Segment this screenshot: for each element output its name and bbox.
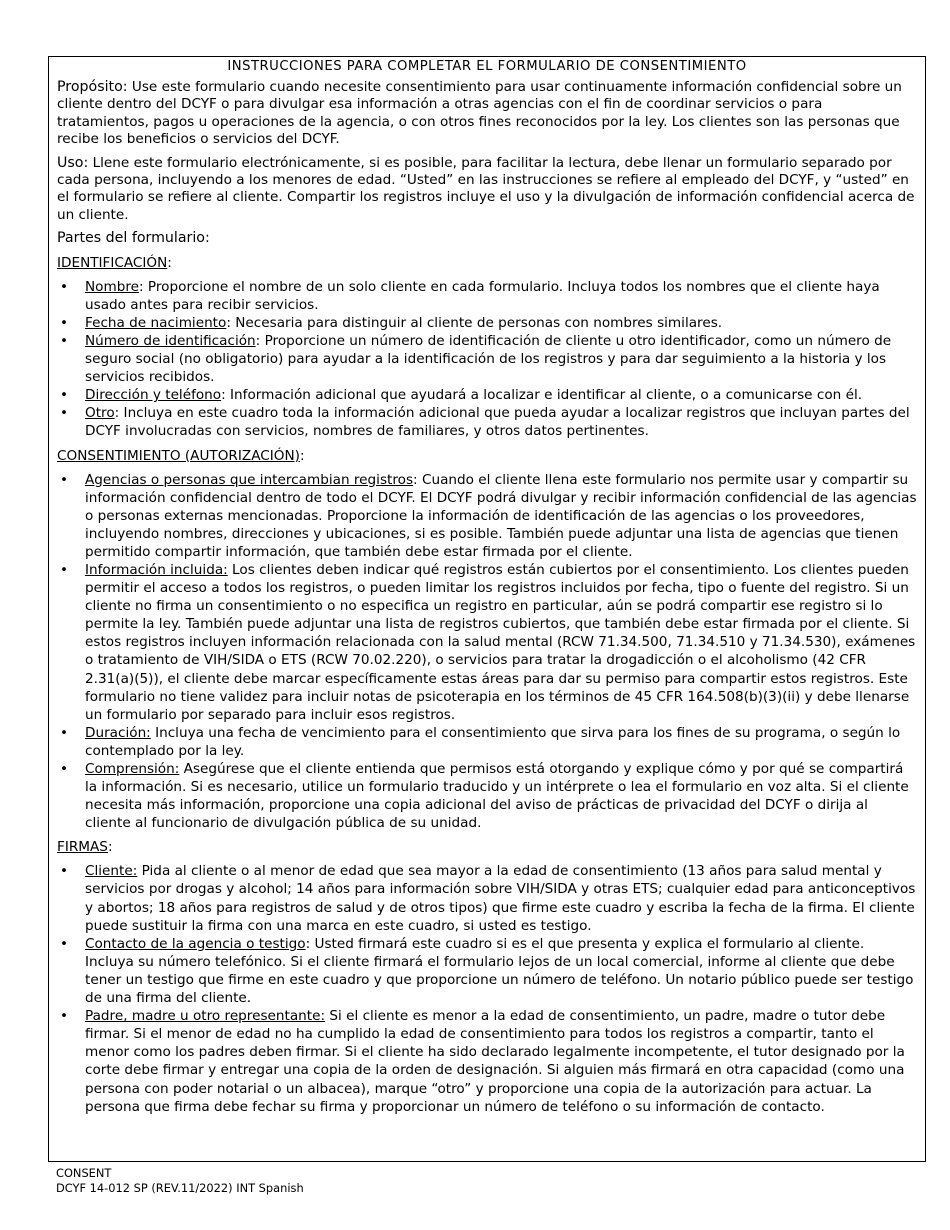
- use-text: Llene este formulario electrónicamente, si es posible, para facilitar la lectura, debe llenar un formulario separado por cada persona, incluyendo a los menores de edad. “Usted” en las instrucciones se refiere al empleado del DCYF, y “usted” en el formulario se refiere al cliente. Compartir los registros incluye el uso y la divulgación de información confidencial acerca de un cliente.: [57, 154, 915, 223]
- bullet-icon: •: [60, 405, 69, 422]
- use-label: Uso:: [57, 154, 89, 171]
- item-text: Usted firmará este cuadro si es el que presenta y explica el formulario al cliente. Incluya su número telefónico. Si el cliente firmará el formulario lejos de un local comercial, informe al cliente que debe tener un testigo que firme en este cuadro y que proporcione un número de teléfono. Un notario público puede ser testigo de una firma del cliente.: [85, 935, 914, 1007]
- item-sep: :: [226, 314, 231, 331]
- item-text: Si el cliente es menor a la edad de consentimiento, un padre, madre o tutor debe firmar. Si el menor de edad no ha cumplido la edad de consentimiento para todos los registros a compartir, tanto el menor como los padres deben firmar. Si el cliente ha sido declarado legalmente incompetente, el tutor designado por la corte debe firmar y entregar una copia de la orden de designación. Si alguien más firmará en otra capacidad (como una persona con poder notarial o un albacea), marque “otro” y proporcione una copia de la autorización para actuar. La persona que firma debe fechar su firma y proporcionar un número de teléfono o su información de contacto.: [85, 1008, 905, 1115]
- section-heading-identificacion: IDENTIFICACIÓN:: [57, 254, 172, 271]
- parts-label: Partes del formulario:: [57, 230, 210, 247]
- item-text: Cuando el cliente llena este formulario nos permite usar y compartir su información confidencial dentro de todo el DCYF. El DCYF podrá divulgar y recibir información confidencial de las agencias o personas externas mencionadas. Proporcione la información de identificación de las agencias o los proveedores, incluyendo nombres, direcciones y ubicaciones, si es posible. También puede adjuntar una lista de agencias que tienen permitido compartir información, que también debe estar firmada por el cliente.: [85, 471, 917, 560]
- bullet-icon: •: [60, 314, 69, 331]
- purpose-text: Use este formulario cuando necesite consentimiento para usar continuamente información confidencial sobre un cliente dentro del DCYF o para divulgar esa información a otras agencias con el fin de coordinar servicios o para tratamientos, pagos u operaciones de la agencia, o con otros fines reconocidos por la ley. Los clientes son las personas que recibe los beneficios o servicios del DCYF.: [57, 79, 902, 148]
- list-item: [57, 278, 917, 314]
- bullet-icon: •: [60, 561, 69, 578]
- item-text: Información adicional que ayudará a localizar e identificar al cliente, o a comunicarse con él.: [225, 387, 863, 404]
- list-item: [57, 386, 917, 404]
- list-item: [57, 314, 917, 332]
- list-item: [57, 332, 917, 386]
- item-sep: :: [413, 471, 418, 488]
- document-title: INSTRUCCIONES PARA COMPLETAR EL FORMULARIO DE CONSENTIMIENTO: [227, 59, 747, 74]
- item-text: Asegúrese que el cliente entienda que permisos está otorgando y explique cómo y por qué se compartirá la información. Si es necesario, utilice un formulario traducido y un intérprete o lea el formulario en voz alta. Si el cliente necesita más información, proporcione una copia adicional del aviso de prácticas de privacidad del DCYF o dirija al cliente al funcionario de divulgación pública de su unidad.: [85, 761, 909, 832]
- item-sep: :: [255, 332, 261, 349]
- list-item: [57, 404, 917, 440]
- form-footer: [56, 1166, 304, 1196]
- use-paragraph: [57, 155, 917, 225]
- item-text: Proporcione un número de identificación de cliente u otro identificador, como un número de seguro social (no obligatorio) para ayudar a la identificación de los registros y para dar seguimiento a la historia y los servicios recibidos.: [85, 332, 892, 386]
- item-term: Agencias o personas que intercambian registros: [85, 471, 414, 488]
- item-text: Pida al cliente o al menor de edad que sea mayor a la edad de consentimiento (13 años para salud mental y servicios por drogas y alcohol; 14 años para información sobre VIH/SIDA y otras ETS; cualquier edad para anticonceptivos y abortos; 18 años para registros de salud y de otros tipos) que firme este cuadro y escriba la fecha de la firma. El cliente puede sustituir la firma con una marca en este cuadro, si usted es testigo.: [85, 863, 916, 934]
- bullet-icon: •: [60, 332, 69, 349]
- item-sep: :: [114, 405, 120, 422]
- list-item: [57, 935, 917, 1007]
- bullet-icon: •: [60, 387, 69, 404]
- item-text: Los clientes deben indicar qué registros están cubiertos por el consentimiento. Los clientes pueden permitir el acceso a todos los registros, o pueden limitar los registros incluidos por fecha, tipo o fuente del registro. Si un cliente no firma un consentimiento o no especifica un registro en particular, aún se podrá compartir ese registro si lo permite la ley. También puede adjuntar una lista de registros cubiertos, que también debe estar firmada por el cliente. Si estos registros incluyen información relacionada con la salud mental (RCW 71.34.500, 71.34.510 y 71.34.530), exámenes o tratamiento de VIH/SIDA o ETS (RCW 70.02.220), o servicios para tratar la drogadicción o el alcoholismo (42 CFR 2.31(a)(5)), el cliente debe marcar específicamente estas áreas para dar su permiso para compartir estos registros. Este formulario no tiene validez para incluir notas de psicoterapia en los términos de 45 CFR 164.508(b)(3)(ii) y debe llenarse un formulario por separado para incluir esos registros.: [85, 561, 916, 723]
- consentimiento-list: [57, 471, 917, 833]
- section-heading-text: IDENTIFICACIÓN: [57, 254, 168, 271]
- item-sep: :: [221, 387, 226, 404]
- item-term: Otro: [85, 405, 115, 422]
- item-term: Padre, madre u otro representante:: [85, 1008, 326, 1025]
- item-term: Duración:: [85, 724, 151, 741]
- item-term: Número de identificación: [85, 332, 256, 349]
- item-sep: :: [305, 935, 311, 952]
- footer-form-number: DCYF 14-012 SP (REV.11/2022) INT Spanish: [56, 1181, 304, 1195]
- list-item: [57, 471, 917, 561]
- item-text: Necesaria para distinguir al cliente de personas con nombres similares.: [230, 314, 723, 331]
- bullet-icon: •: [60, 724, 69, 741]
- item-term: Dirección y teléfono: [85, 387, 222, 404]
- item-term: Nombre: [85, 278, 140, 295]
- firmas-list: [57, 862, 917, 1115]
- bullet-icon: •: [60, 935, 69, 952]
- item-term: Información incluida:: [85, 561, 228, 578]
- item-text: Proporcione el nombre de un solo cliente en cada formulario. Incluya todos los nombres que el cliente haya usado antes para recibir servicios.: [85, 278, 880, 313]
- bullet-icon: •: [60, 278, 69, 295]
- identificacion-list: [57, 278, 917, 441]
- item-term: Fecha de nacimiento: [85, 314, 227, 331]
- section-heading-text: FIRMAS: [57, 839, 108, 856]
- item-sep: :: [139, 278, 144, 295]
- item-term: Cliente:: [85, 863, 138, 880]
- item-text: Incluya una fecha de vencimiento para el consentimiento que sirva para los fines de su programa, o según lo contemplado por la ley.: [85, 724, 901, 759]
- section-heading-firmas: FIRMAS:: [57, 839, 113, 856]
- item-term: Comprensión:: [85, 761, 180, 777]
- footer-consent-label: CONSENT: [56, 1166, 112, 1180]
- purpose-paragraph: [57, 79, 917, 149]
- instructions-box: [48, 56, 926, 1162]
- item-text: Incluya en este cuadro toda la información adicional que pueda ayudar a localizar registros que incluyan partes del DCYF involucradas con servicios, nombres de familiares, y otros datos pertinentes.: [85, 405, 910, 440]
- list-item: [57, 1007, 917, 1116]
- bullet-icon: •: [60, 1008, 69, 1025]
- bullet-icon: •: [60, 471, 69, 488]
- list-item: [57, 862, 917, 934]
- section-heading-consentimiento: CONSENTIMIENTO (AUTORIZACIÓN):: [57, 447, 305, 464]
- list-item: [57, 760, 917, 832]
- list-item: [57, 561, 917, 724]
- bullet-icon: •: [60, 863, 69, 880]
- item-term: Contacto de la agencia o testigo: [85, 935, 306, 952]
- bullet-icon: •: [60, 761, 69, 777]
- purpose-label: Propósito:: [57, 79, 128, 95]
- list-item: [57, 724, 917, 760]
- section-heading-text: CONSENTIMIENTO (AUTORIZACIÓN): [57, 447, 300, 464]
